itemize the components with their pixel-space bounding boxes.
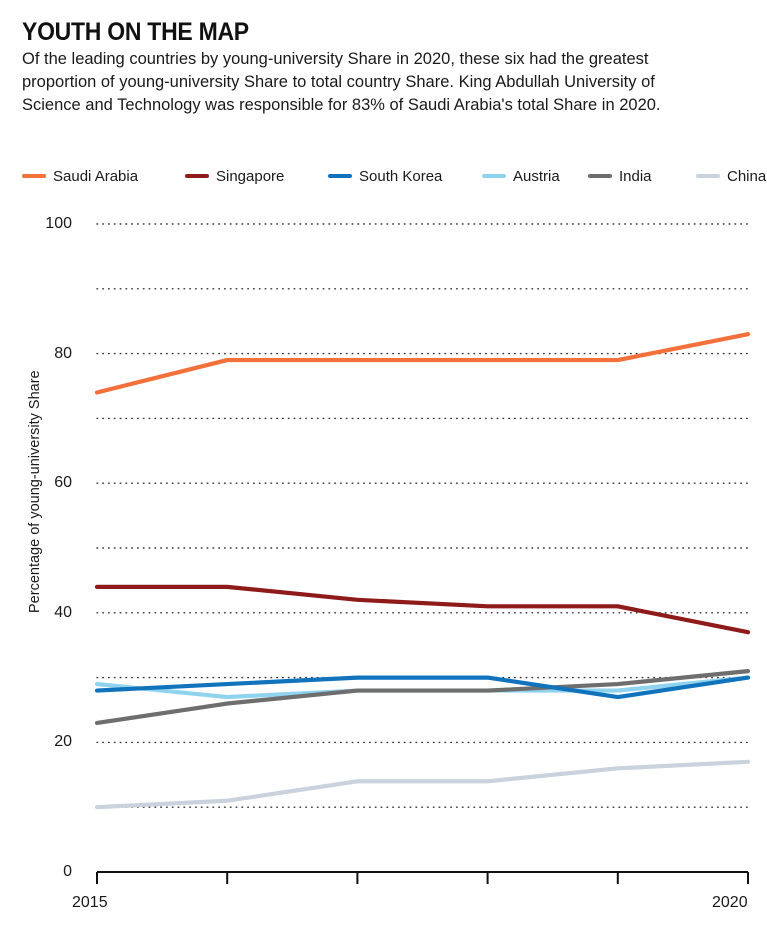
legend-item-label: Singapore <box>216 167 285 185</box>
y-axis-tick-label: 80 <box>54 344 72 362</box>
series-line-saudi-arabia <box>97 334 748 392</box>
legend-item-label: China <box>727 167 767 185</box>
legend-item-label: South Korea <box>359 167 443 185</box>
y-axis-tick-label: 20 <box>54 733 72 751</box>
legend-swatch-icon <box>22 174 46 178</box>
series-line-singapore <box>97 587 748 632</box>
y-axis-tick-label: 100 <box>45 215 72 232</box>
legend-item-label: Austria <box>513 167 560 185</box>
legend-item-south-korea[interactable] <box>328 163 442 189</box>
legend-item-saudi-arabia[interactable] <box>22 163 138 189</box>
chart-description: Of the leading countries by young-university Share in 2020, these six had the greatest proportion of young-university Share to total country Share. King Abdullah University of Science and Technology was responsible for 83% of Saudi Arabia's total Share in 2020. <box>22 50 661 114</box>
legend-item-china[interactable] <box>696 163 766 189</box>
legend-swatch-icon <box>588 174 612 178</box>
legend-swatch-icon <box>482 174 506 178</box>
legend-item-label: Saudi Arabia <box>53 167 139 185</box>
legend-item-austria[interactable] <box>482 163 560 189</box>
legend-item-label: India <box>619 167 652 185</box>
legend-swatch-icon <box>696 174 720 178</box>
series-line-china <box>97 762 748 807</box>
chart-plot-area <box>0 195 767 939</box>
y-axis-tick-label: 40 <box>54 603 72 621</box>
line-chart-svg <box>0 195 767 939</box>
legend-swatch-icon <box>328 174 352 178</box>
x-axis-tick-label-end: 2020 <box>712 894 748 911</box>
legend-item-india[interactable] <box>588 163 652 189</box>
x-axis-tick-label-start: 2015 <box>72 894 108 911</box>
y-axis-label: Percentage of young-university Share <box>27 370 43 613</box>
page-title: YOUTH ON THE MAP <box>22 18 249 46</box>
chart-legend <box>22 163 767 189</box>
legend-swatch-icon <box>185 174 209 178</box>
y-axis-tick-label: 0 <box>63 863 72 880</box>
legend-item-singapore[interactable] <box>185 163 284 189</box>
y-axis-tick-label: 60 <box>54 474 72 492</box>
